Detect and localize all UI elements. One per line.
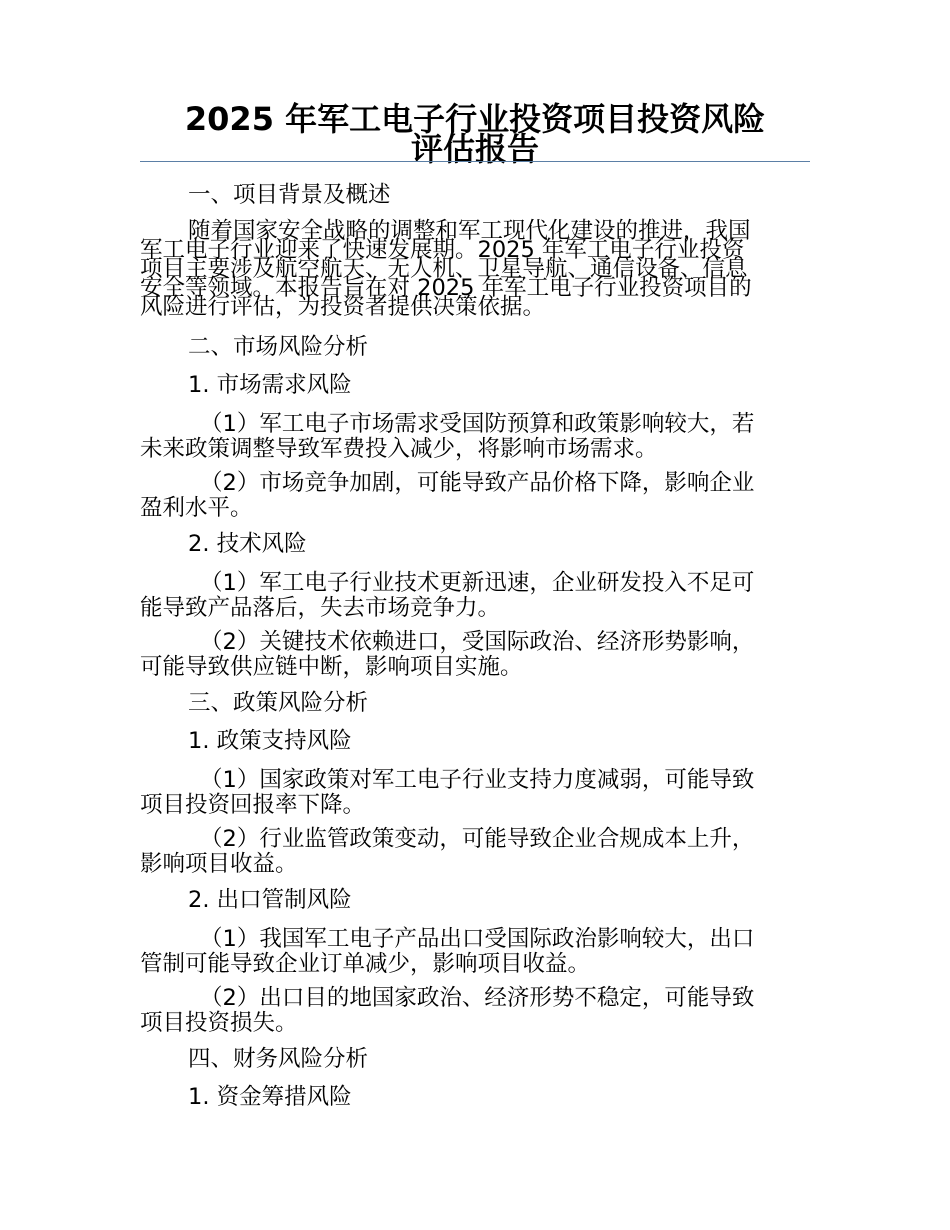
- list-item: [140, 827, 810, 877]
- subsection-heading: 1. 市场需求风险: [188, 372, 352, 398]
- item-line: （2）关键技术依赖进口，受国际政治、经济形势影响，: [200, 629, 755, 655]
- item-line: （1）军工电子市场需求受国防预算和政策影响较大，若: [200, 411, 755, 437]
- item-line: 盈利水平。: [140, 495, 253, 521]
- subsection-heading: 2. 出口管制风险: [188, 887, 352, 913]
- list-item: [140, 630, 810, 680]
- title-divider: [140, 161, 810, 162]
- section-heading: 三、政策风险分析: [188, 690, 369, 716]
- item-line: 能导致产品落后，失去市场竞争力。: [140, 595, 501, 621]
- item-line: （2）市场竞争加剧，可能导致产品价格下降，影响企业: [200, 470, 755, 496]
- item-line: 未来政策调整导致军费投入减少，将影响市场需求。: [140, 436, 658, 462]
- subsection-heading: 2. 技术风险: [188, 531, 307, 557]
- title-line-1: 2025 年军工电子行业投资项目投资风险: [184, 100, 766, 138]
- document-body: [140, 178, 810, 1118]
- paragraph-line: 安全等领域。本报告旨在对 2025 年军工电子行业投资项目的: [140, 275, 752, 301]
- list-item: [140, 927, 810, 977]
- subsection-heading: 1. 资金筹措风险: [188, 1084, 352, 1110]
- list-item: [140, 412, 810, 462]
- section-heading: 四、财务风险分析: [188, 1046, 369, 1072]
- section-heading: 二、市场风险分析: [188, 334, 369, 360]
- item-line: 项目投资损失。: [140, 1010, 298, 1036]
- list-item: [140, 986, 810, 1036]
- paragraph-line: 随着国家安全战略的调整和军工现代化建设的推进，我国: [188, 218, 751, 244]
- paragraph-background: [140, 218, 810, 320]
- list-item: [140, 768, 810, 818]
- item-line: （2）行业监管政策变动，可能导致企业合规成本上升，: [200, 826, 755, 852]
- item-line: （1）国家政策对军工电子行业支持力度减弱，可能导致: [200, 767, 755, 793]
- section-heading: 一、项目背景及概述: [188, 182, 391, 208]
- list-item: [140, 471, 810, 521]
- paragraph-line: 项目主要涉及航空航天、无人机、卫星导航、通信设备、信息: [140, 256, 748, 282]
- paragraph-line: 军工电子行业迎来了快速发展期。2025 年军工电子行业投资: [140, 237, 745, 263]
- item-line: （1）军工电子行业技术更新迅速，企业研发投入不足可: [200, 570, 755, 596]
- item-line: 影响项目收益。: [140, 851, 298, 877]
- paragraph-line: 风险进行评估，为投资者提供决策依据。: [140, 294, 546, 320]
- item-line: （1）我国军工电子产品出口受国际政治影响较大，出口: [200, 926, 755, 952]
- item-line: 项目投资回报率下降。: [140, 792, 366, 818]
- document-title: [140, 100, 810, 168]
- list-item: [140, 571, 810, 621]
- item-line: 可能导致供应链中断，影响项目实施。: [140, 654, 523, 680]
- item-line: 管制可能导致企业订单减少，影响项目收益。: [140, 951, 591, 977]
- subsection-heading: 1. 政策支持风险: [188, 728, 352, 754]
- title-line-2: 评估报告: [410, 130, 539, 168]
- item-line: （2）出口目的地国家政治、经济形势不稳定，可能导致: [200, 985, 755, 1011]
